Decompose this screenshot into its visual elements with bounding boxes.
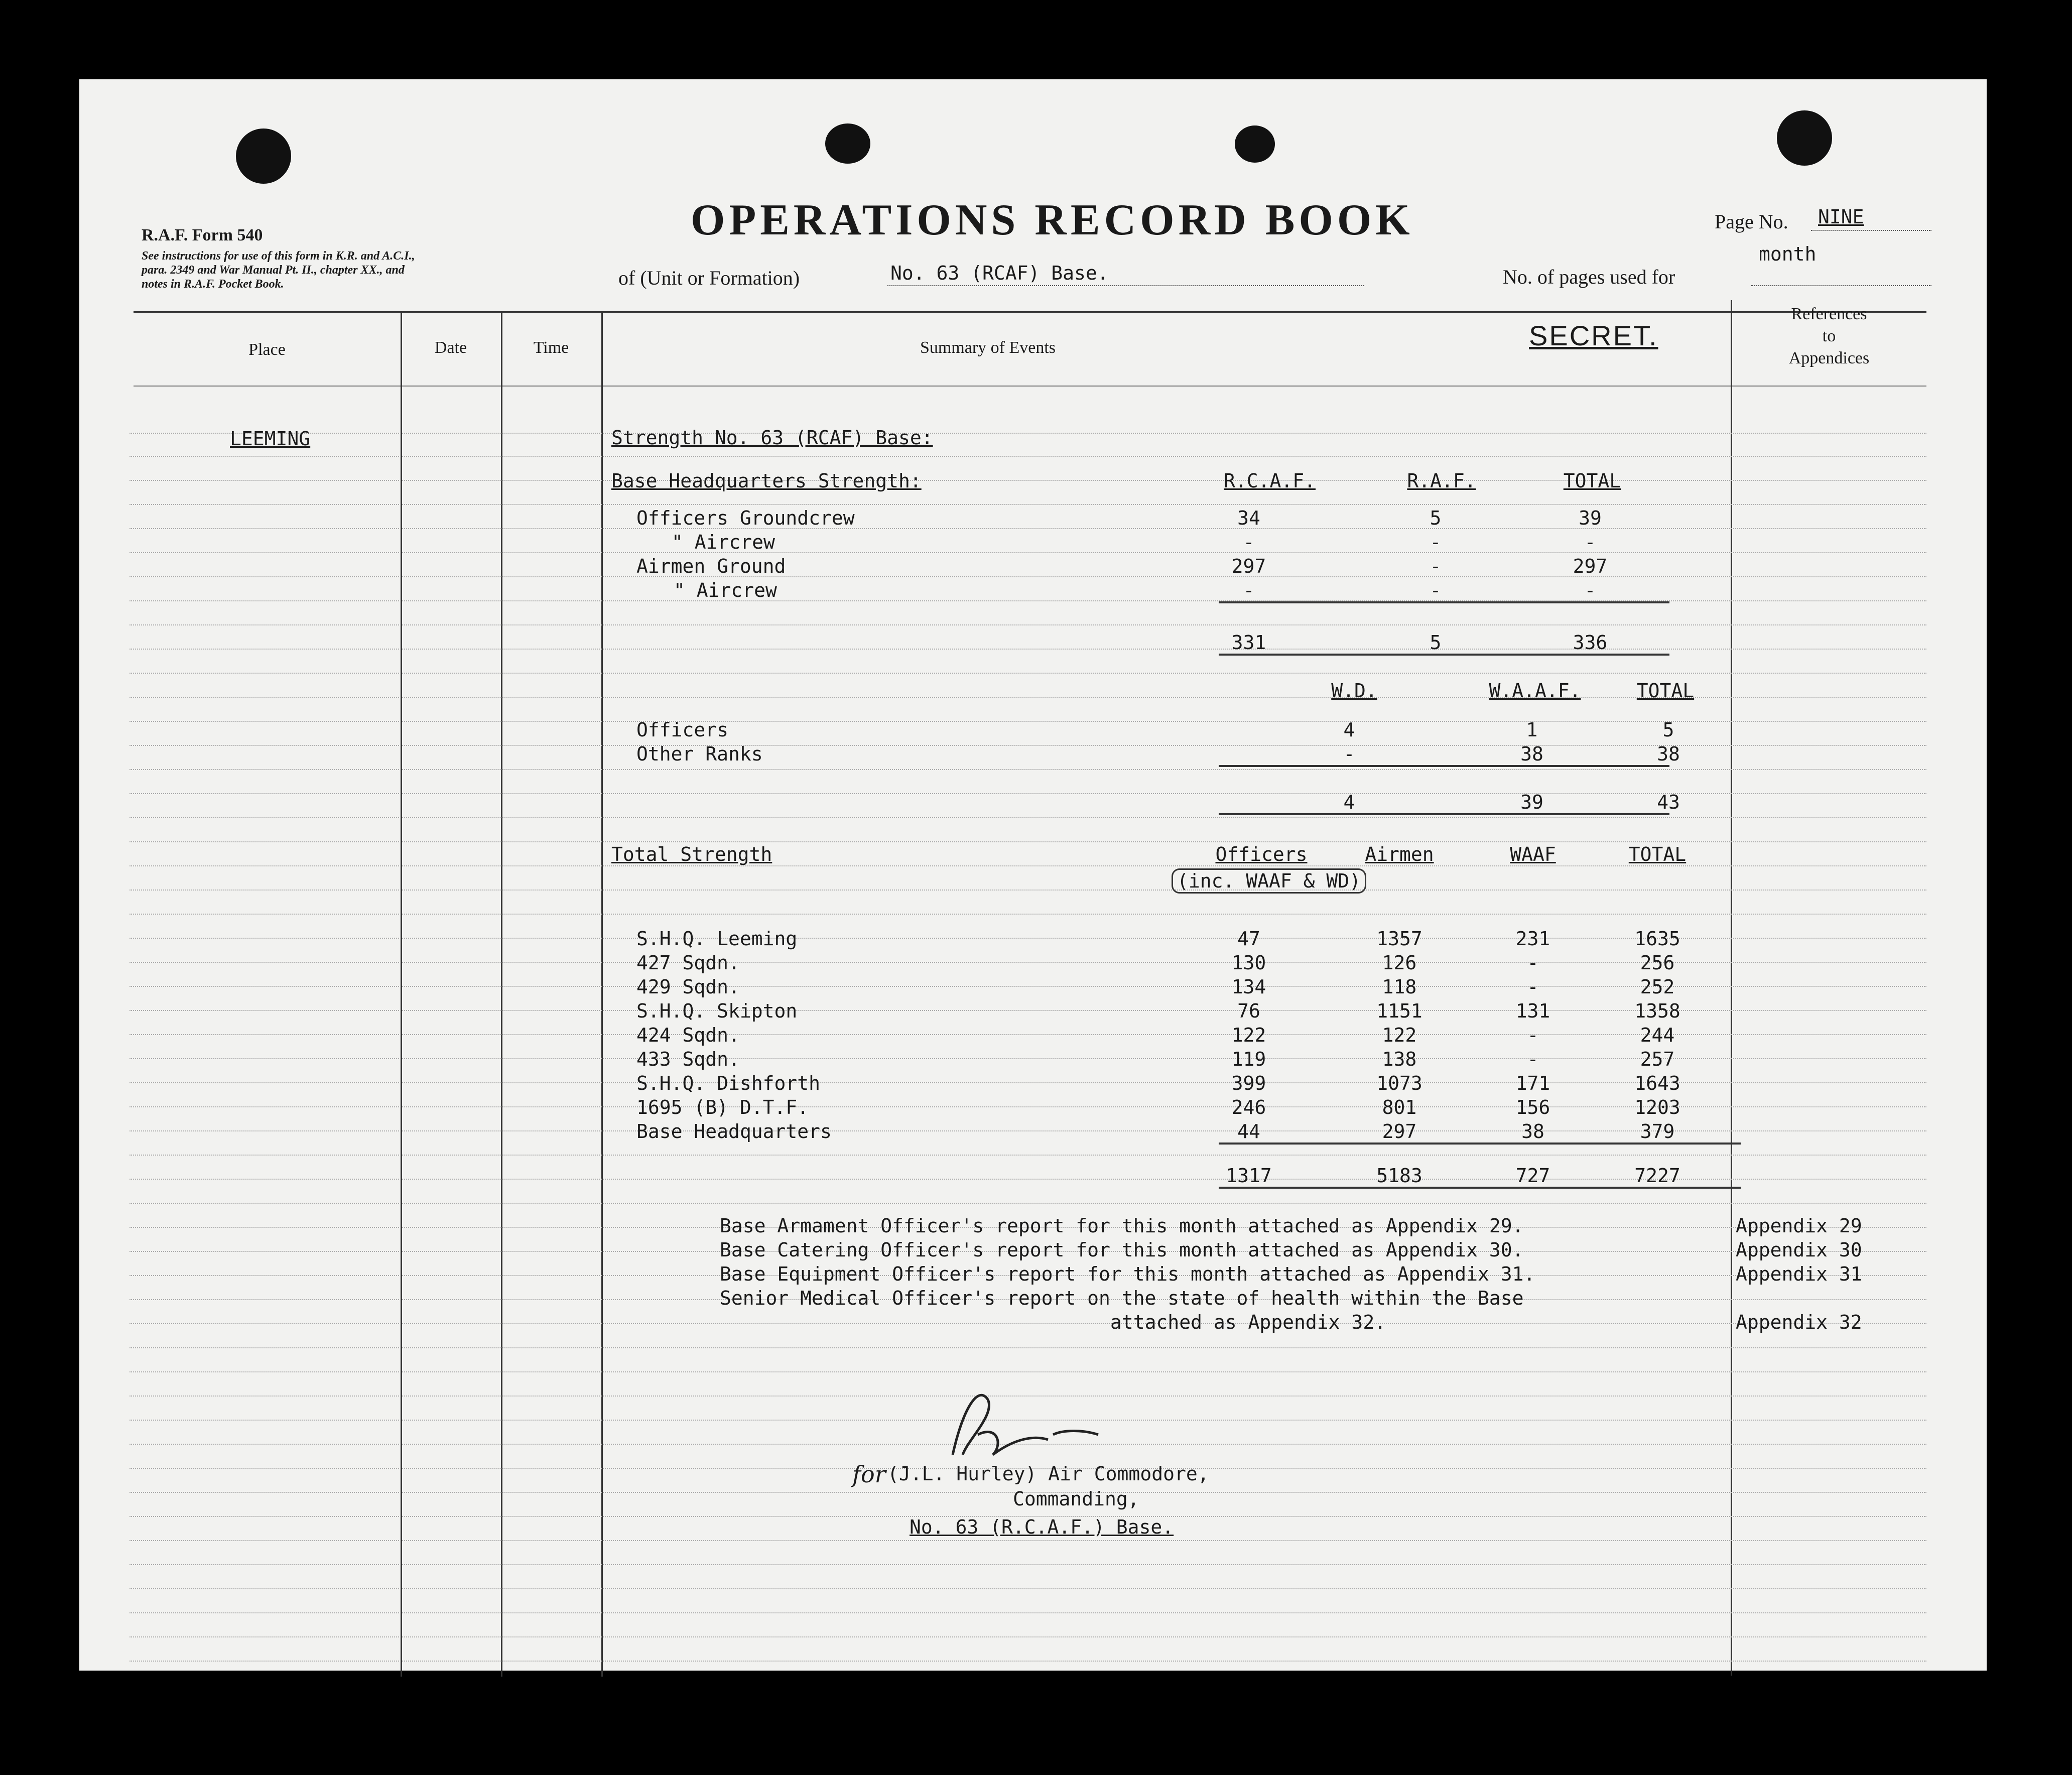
col-header-references: References to Appendices <box>1788 305 1870 367</box>
bhq-row-value: - <box>1243 531 1255 553</box>
bhq-row-value: - <box>1430 531 1442 553</box>
ts-total-line <box>1219 1187 1741 1189</box>
appendix-reference: Appendix 30 <box>1736 1239 1862 1261</box>
ts-row-value: 1203 <box>1634 1096 1680 1118</box>
page-number-value: NINE <box>1818 206 1864 228</box>
ts-row-value: 44 <box>1237 1120 1260 1143</box>
signature-title: Commanding, <box>1013 1488 1139 1510</box>
ts-subtotal-line <box>1219 1143 1741 1145</box>
page-title: OPERATIONS RECORD BOOK <box>691 196 1414 244</box>
wd-row-value: 5 <box>1662 719 1674 741</box>
bhq-col-rcaf: R.C.A.F. <box>1224 470 1316 492</box>
ts-row-value: 38 <box>1521 1120 1544 1143</box>
wd-row-value: 4 <box>1343 719 1355 741</box>
ts-row-label: S.H.Q. Dishforth <box>636 1072 821 1094</box>
bhq-heading: Base Headquarters Strength: <box>611 470 922 492</box>
record-sheet <box>79 79 1987 1671</box>
wd-col-wd: W.D. <box>1331 680 1377 702</box>
ts-row-value: 118 <box>1382 976 1417 998</box>
ts-row-label: 427 Sqdn. <box>636 952 740 974</box>
ts-row-value: 1357 <box>1376 928 1422 950</box>
ts-row-label: Base Headquarters <box>636 1120 832 1143</box>
bhq-row-value: 39 <box>1579 507 1602 529</box>
ts-row-value: 246 <box>1231 1096 1266 1118</box>
ts-col-total: TOTAL <box>1628 843 1687 865</box>
ts-row-label: S.H.Q. Leeming <box>636 928 798 950</box>
signature-for: for <box>852 1461 886 1488</box>
ts-col-officers: Officers <box>1215 843 1308 865</box>
strength-heading: Strength No. 63 (RCAF) Base: <box>611 427 933 449</box>
ts-row-value: - <box>1527 952 1539 974</box>
wd-total-line <box>1219 813 1669 815</box>
bhq-row-value: - <box>1430 579 1442 601</box>
bhq-row-label: " Aircrew <box>674 579 777 601</box>
punch-hole-left <box>236 129 291 184</box>
punch-hole-right <box>1777 110 1832 166</box>
ts-row-label: S.H.Q. Skipton <box>636 1000 798 1022</box>
ts-row-value: 130 <box>1231 952 1266 974</box>
table-header-rule <box>134 386 1926 387</box>
pages-used-dotted-line <box>1751 285 1931 286</box>
ts-row-value: 1635 <box>1634 928 1680 950</box>
wd-row-value: 1 <box>1526 719 1538 741</box>
page-number-label: Page No. <box>1715 210 1788 233</box>
wd-subtotal-line <box>1219 765 1669 767</box>
report-line: Base Catering Officer's report for this month attached as Appendix 30. <box>720 1239 1524 1261</box>
punch-hole-center-right <box>1235 125 1275 163</box>
appendix-reference: Appendix 29 <box>1736 1215 1862 1237</box>
col-header-place: Place <box>248 340 286 359</box>
ts-col-airmen: Airmen <box>1365 843 1434 865</box>
col-header-summary: Summary of Events <box>920 338 1056 357</box>
bhq-row-value: - <box>1584 531 1596 553</box>
bhq-row-value: 34 <box>1237 507 1260 529</box>
unit-dotted-line <box>887 285 1364 286</box>
punch-hole-center-left <box>825 123 870 164</box>
ts-row-value: 297 <box>1382 1120 1417 1143</box>
appendix-reference: Appendix 31 <box>1736 1263 1862 1285</box>
report-line: Base Armament Officer's report for this month attached as Appendix 29. <box>720 1215 1524 1237</box>
signature-unit: No. 63 (R.C.A.F.) Base. <box>910 1516 1174 1538</box>
wd-row-value: 38 <box>1657 743 1680 765</box>
ts-row-value: 1358 <box>1634 1000 1680 1022</box>
bhq-col-raf: R.A.F. <box>1407 470 1476 492</box>
wd-col-waaf: W.A.A.F. <box>1489 680 1581 702</box>
ts-row-value: 122 <box>1382 1024 1417 1046</box>
ts-row-value: 138 <box>1382 1048 1417 1070</box>
bhq-subtotal-line <box>1219 601 1669 603</box>
bhq-row-value: - <box>1430 555 1442 577</box>
col-divider-date <box>501 311 502 1677</box>
report-line: Base Equipment Officer's report for this month attached as Appendix 31. <box>720 1263 1535 1285</box>
ts-row-value: 1151 <box>1376 1000 1422 1022</box>
bhq-row-label: " Aircrew <box>672 531 775 553</box>
ts-row-label: 433 Sqdn. <box>636 1048 740 1070</box>
wd-row-value: - <box>1343 743 1355 765</box>
bhq-col-total: TOTAL <box>1563 470 1621 492</box>
ts-row-value: 122 <box>1231 1024 1266 1046</box>
bhq-row-value: 297 <box>1573 555 1608 577</box>
wd-row-value: 38 <box>1520 743 1543 765</box>
ts-row-value: 244 <box>1640 1024 1675 1046</box>
col-divider-time <box>601 311 603 1677</box>
bhq-row-value: - <box>1584 579 1596 601</box>
ts-row-value: 801 <box>1382 1096 1417 1118</box>
col-header-date: Date <box>434 338 467 357</box>
ts-total-value: 727 <box>1515 1165 1550 1187</box>
ts-total-value: 1317 <box>1226 1165 1272 1187</box>
ts-row-value: 256 <box>1640 952 1675 974</box>
col-header-time: Time <box>533 338 569 357</box>
bhq-row-value: 5 <box>1430 507 1442 529</box>
ts-row-value: 134 <box>1231 976 1266 998</box>
ts-row-value: 399 <box>1231 1072 1266 1094</box>
ts-row-value: 171 <box>1515 1072 1550 1094</box>
ts-row-label: 424 Sqdn. <box>636 1024 740 1046</box>
form-instructions: See instructions for use of this form in K.R. and A.C.I., para. 2349 and War Manual Pt. II., chapter XX., and notes in R.A.F. Pocket Book. <box>142 249 415 291</box>
ts-row-value: 1073 <box>1376 1072 1422 1094</box>
ts-row-value: 379 <box>1640 1120 1675 1143</box>
bhq-total-value: 5 <box>1430 631 1442 654</box>
ts-row-value: - <box>1527 976 1539 998</box>
report-line: Senior Medical Officer's report on the state of health within the Base <box>720 1287 1524 1309</box>
ts-row-value: 119 <box>1231 1048 1266 1070</box>
ts-row-label: 429 Sqdn. <box>636 976 740 998</box>
ts-row-value: 131 <box>1515 1000 1550 1022</box>
total-strength-heading: Total Strength <box>611 843 772 865</box>
ts-total-value: 7227 <box>1634 1165 1680 1187</box>
bhq-row-label: Officers Groundcrew <box>636 507 855 529</box>
wd-total-value: 39 <box>1520 791 1543 813</box>
ts-officers-note: (inc. WAAF & WD) <box>1172 868 1366 894</box>
bhq-total-line <box>1219 654 1669 656</box>
ts-row-value: 126 <box>1382 952 1417 974</box>
page-number-dotted-line <box>1811 230 1931 231</box>
wd-total-value: 4 <box>1343 791 1355 813</box>
ts-row-value: 1643 <box>1634 1072 1680 1094</box>
appendix-reference: Appendix 32 <box>1736 1311 1862 1333</box>
pages-used-value: month <box>1759 243 1817 265</box>
col-divider-place <box>401 311 402 1677</box>
wd-row-label: Officers <box>636 719 729 741</box>
bhq-row-label: Airmen Ground <box>636 555 786 577</box>
ts-row-value: 257 <box>1640 1048 1675 1070</box>
ts-total-value: 5183 <box>1376 1165 1422 1187</box>
bhq-total-value: 336 <box>1573 631 1608 654</box>
secret-stamp: SECRET. <box>1529 320 1658 351</box>
ts-row-value: - <box>1527 1048 1539 1070</box>
unit-label: of (Unit or Formation) <box>618 267 800 289</box>
bhq-total-value: 331 <box>1231 631 1266 654</box>
place-entry: LEEMING <box>230 428 311 450</box>
col-divider-summary <box>1731 300 1732 1676</box>
ts-row-value: 156 <box>1515 1096 1550 1118</box>
bhq-row-value: - <box>1243 579 1255 601</box>
ts-row-value: 47 <box>1237 928 1260 950</box>
bhq-row-value: 297 <box>1231 555 1266 577</box>
ts-row-value: - <box>1527 1024 1539 1046</box>
form-id: R.A.F. Form 540 <box>142 226 263 244</box>
unit-value: No. 63 (RCAF) Base. <box>890 262 1109 284</box>
pages-used-label: No. of pages used for <box>1503 266 1675 288</box>
ts-col-waaf: WAAF <box>1510 843 1556 865</box>
ts-row-value: 252 <box>1640 976 1675 998</box>
wd-col-total: TOTAL <box>1636 680 1695 702</box>
wd-row-label: Other Ranks <box>636 743 763 765</box>
signature-name: (J.L. Hurley) Air Commodore, <box>887 1463 1209 1485</box>
table-top-border <box>134 311 1926 313</box>
wd-total-value: 43 <box>1657 791 1680 813</box>
ts-row-value: 231 <box>1515 928 1550 950</box>
ts-row-label: 1695 (B) D.T.F. <box>636 1096 809 1118</box>
report-line: attached as Appendix 32. <box>1110 1311 1386 1333</box>
ts-row-value: 76 <box>1237 1000 1260 1022</box>
